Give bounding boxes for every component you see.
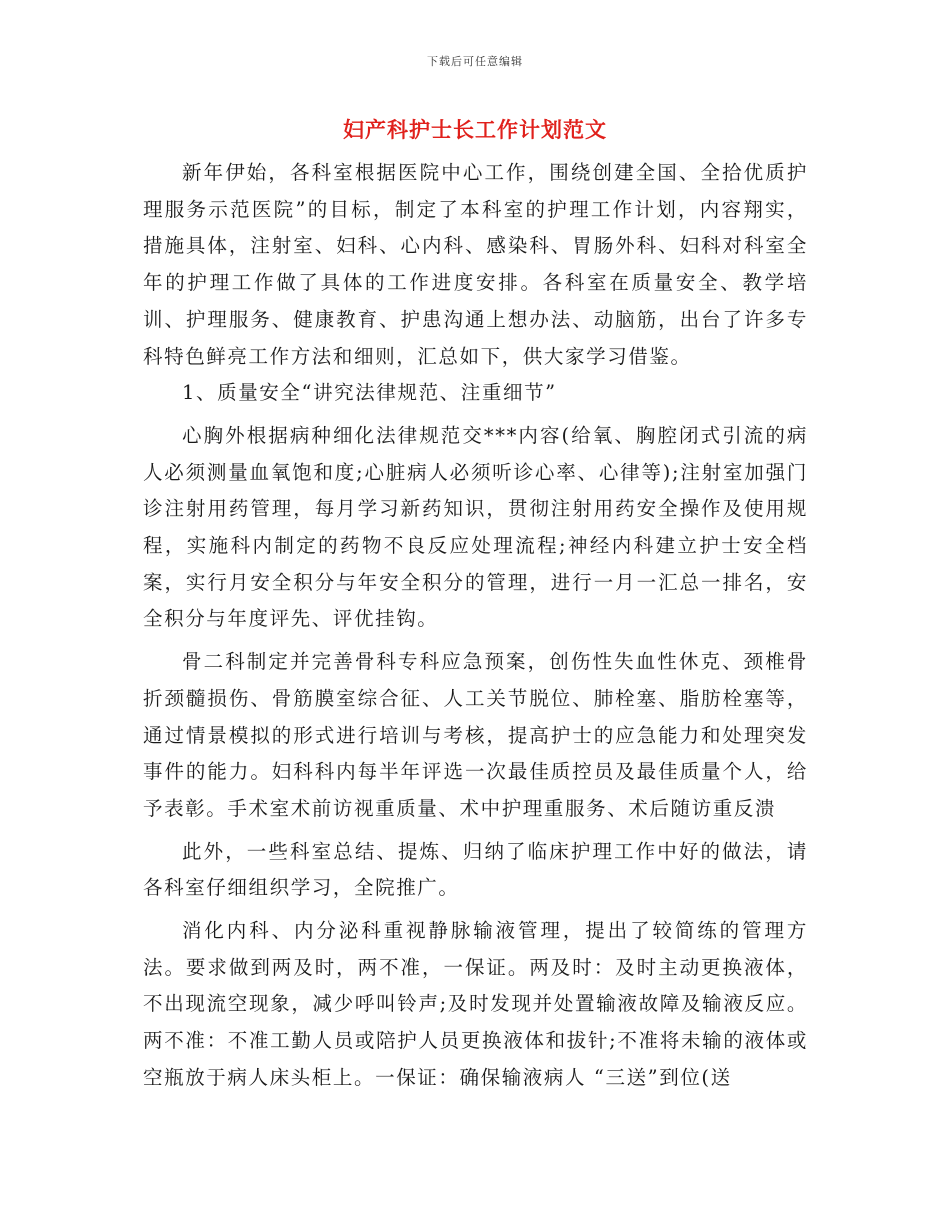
paragraph-section-heading: 1、质量安全“讲究法律规范、注重细节” <box>182 381 557 405</box>
paragraph-intro: 新年伊始，各科室根据医院中心工作，围绕创建全国、全拾优质护理服务示范医院”的目标，制定了本科室的护理工作计划，内容翔实，措施具体，注射室、妇科、心内科、感染科、胃肠外科、妇科对科室全年的护理工作做了具体的工作进度安排。各科室在质量安全、教学培训、护理服务、健康教育、护患沟通上想办法、动脑筋，出台了许多专科特色鲜亮工作方法和细则，汇总如下，供大家学习借鉴。 <box>143 161 808 368</box>
paragraph-quality-safety: 心胸外根据病种细化法律规范交***内容(给氧、胸腔闭式引流的病人必须测量血氧饱和度;心脏病人必须听诊心率、心律等);注射室加强门诊注射用药管理，每月学习新药知识，贯彻注射用药安全操作及使用规程，实施科内制定的药物不良反应处理流程;神经内科建立护士安全档案，实行月安全积分与年安全积分的管理，进行一月一汇总一排名，安全积分与年度评先、评优挂钩。 <box>143 423 808 631</box>
document-body <box>143 155 808 1097</box>
paragraph-orthopedics: 骨二科制定并完善骨科专科应急预案，创伤性失血性休克、颈椎骨折颈髓损伤、骨筋膜室综合征、人工关节脱位、肺栓塞、脂肪栓塞等，通过情景模拟的形式进行培训与考核，提高护士的应急能力和处理突发事件的能力。妇科科内每半年评选一次最佳质控员及最佳质量个人，给予表彰。手术室术前访视重质量、术中护理重服务、术后随访重反溃 <box>143 650 808 820</box>
paragraph-infusion: 消化内科、内分泌科重视静脉输液管理，提出了较简练的管理方法。要求做到两及时，两不准，一保证。两及时：及时主动更换液体，不出现流空现象，减少呼叫铃声;及时发现并处置输液故障及输液反应。两不准：不准工勤人员或陪护人员更换液体和拔针;不准将未输的液体或空瓶放于病人床头柜上。一保证：确保输液病人 “三送”到位(送 <box>143 919 808 1089</box>
header-note: 下载后可任意编辑 <box>427 55 523 68</box>
paragraph-summary: 此外，一些科室总结、提炼、归纳了临床护理工作中好的做法，请各科室仔细组织学习，全院推广。 <box>143 839 808 900</box>
document-title: 妇产科护士长工作计划范文 <box>343 117 607 142</box>
